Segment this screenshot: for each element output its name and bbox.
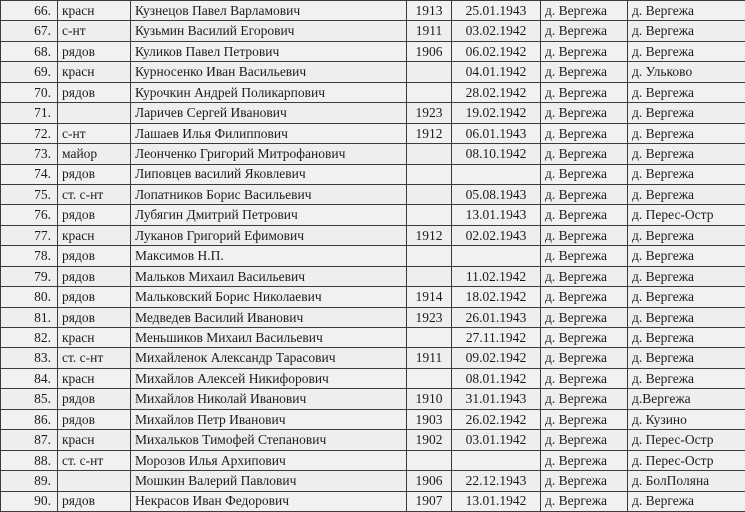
death-date-cell: 03.02.1942 bbox=[452, 21, 541, 41]
reburial-place-cell: д.Вергежа bbox=[628, 389, 745, 409]
name-cell: Ларичев Сергей Иванович bbox=[131, 103, 407, 123]
reburial-place-cell: д. Перес-Остр bbox=[628, 205, 745, 225]
reburial-place-cell: д. Вергежа bbox=[628, 103, 745, 123]
table-row bbox=[1, 164, 745, 184]
row-number: 88. bbox=[1, 450, 58, 470]
birth-year-cell bbox=[407, 205, 452, 225]
name-cell: Куликов Павел Петрович bbox=[131, 41, 407, 61]
rank-cell: ст. с-нт bbox=[58, 184, 131, 204]
name-cell: Михайлов Алексей Никифорович bbox=[131, 368, 407, 388]
row-number: 80. bbox=[1, 287, 58, 307]
burial-place-cell: д. Вергежа bbox=[541, 205, 628, 225]
death-date-cell: 06.02.1942 bbox=[452, 41, 541, 61]
row-number: 90. bbox=[1, 491, 58, 511]
burial-place-cell: д. Вергежа bbox=[541, 409, 628, 429]
table-row bbox=[1, 144, 745, 164]
reburial-place-cell: д. Вергежа bbox=[628, 348, 745, 368]
birth-year-cell: 1906 bbox=[407, 471, 452, 491]
row-number: 75. bbox=[1, 184, 58, 204]
birth-year-cell bbox=[407, 246, 452, 266]
birth-year-cell: 1906 bbox=[407, 41, 452, 61]
birth-year-cell: 1907 bbox=[407, 491, 452, 511]
row-number: 85. bbox=[1, 389, 58, 409]
burial-place-cell: д. Вергежа bbox=[541, 62, 628, 82]
birth-year-cell: 1911 bbox=[407, 348, 452, 368]
birth-year-cell: 1912 bbox=[407, 225, 452, 245]
death-date-cell: 06.01.1943 bbox=[452, 123, 541, 143]
birth-year-cell: 1911 bbox=[407, 21, 452, 41]
death-date-cell: 22.12.1943 bbox=[452, 471, 541, 491]
burial-place-cell: д. Вергежа bbox=[541, 1, 628, 21]
row-number: 70. bbox=[1, 82, 58, 102]
table-row bbox=[1, 184, 745, 204]
table-row bbox=[1, 287, 745, 307]
table-row bbox=[1, 491, 745, 511]
burial-place-cell: д. Вергежа bbox=[541, 41, 628, 61]
death-date-cell: 09.02.1942 bbox=[452, 348, 541, 368]
death-date-cell bbox=[452, 450, 541, 470]
burial-place-cell: д. Вергежа bbox=[541, 450, 628, 470]
row-number: 81. bbox=[1, 307, 58, 327]
death-date-cell: 19.02.1942 bbox=[452, 103, 541, 123]
rank-cell: рядов bbox=[58, 266, 131, 286]
reburial-place-cell: д. Вергежа bbox=[628, 491, 745, 511]
death-date-cell: 03.01.1942 bbox=[452, 430, 541, 450]
reburial-place-cell: д. Вергежа bbox=[628, 1, 745, 21]
row-number: 69. bbox=[1, 62, 58, 82]
row-number: 78. bbox=[1, 246, 58, 266]
birth-year-cell: 1902 bbox=[407, 430, 452, 450]
table-row bbox=[1, 103, 745, 123]
row-number: 79. bbox=[1, 266, 58, 286]
burial-place-cell: д. Вергежа bbox=[541, 225, 628, 245]
name-cell: Медведев Василий Иванович bbox=[131, 307, 407, 327]
table-row bbox=[1, 328, 745, 348]
reburial-place-cell: д. БолПоляна bbox=[628, 471, 745, 491]
row-number: 87. bbox=[1, 430, 58, 450]
row-number: 73. bbox=[1, 144, 58, 164]
burial-place-cell: д. Вергежа bbox=[541, 307, 628, 327]
name-cell: Курочкин Андрей Поликарпович bbox=[131, 82, 407, 102]
reburial-place-cell: д. Вергежа bbox=[628, 82, 745, 102]
burial-place-cell: д. Вергежа bbox=[541, 348, 628, 368]
name-cell: Мальковский Борис Николаевич bbox=[131, 287, 407, 307]
reburial-place-cell: д. Вергежа bbox=[628, 41, 745, 61]
burial-place-cell: д. Вергежа bbox=[541, 123, 628, 143]
rank-cell bbox=[58, 103, 131, 123]
birth-year-cell: 1914 bbox=[407, 287, 452, 307]
rank-cell: с-нт bbox=[58, 123, 131, 143]
reburial-place-cell: д. Вергежа bbox=[628, 225, 745, 245]
table-row bbox=[1, 471, 745, 491]
table-row bbox=[1, 450, 745, 470]
birth-year-cell bbox=[407, 82, 452, 102]
death-date-cell: 13.01.1943 bbox=[452, 205, 541, 225]
birth-year-cell: 1912 bbox=[407, 123, 452, 143]
name-cell: Мошкин Валерий Павлович bbox=[131, 471, 407, 491]
name-cell: Кузьмин Василий Егорович bbox=[131, 21, 407, 41]
rank-cell: ст. с-нт bbox=[58, 450, 131, 470]
burial-place-cell: д. Вергежа bbox=[541, 21, 628, 41]
birth-year-cell: 1923 bbox=[407, 307, 452, 327]
burial-place-cell: д. Вергежа bbox=[541, 103, 628, 123]
rank-cell: ст. с-нт bbox=[58, 348, 131, 368]
burial-place-cell: д. Вергежа bbox=[541, 184, 628, 204]
name-cell: Михайленок Александр Тарасович bbox=[131, 348, 407, 368]
name-cell: Некрасов Иван Федорович bbox=[131, 491, 407, 511]
rank-cell: рядов bbox=[58, 307, 131, 327]
rank-cell: красн bbox=[58, 430, 131, 450]
burial-place-cell: д. Вергежа bbox=[541, 266, 628, 286]
burial-place-cell: д. Вергежа bbox=[541, 389, 628, 409]
reburial-place-cell: д. Вергежа bbox=[628, 184, 745, 204]
reburial-place-cell: д. Вергежа bbox=[628, 144, 745, 164]
table-row bbox=[1, 409, 745, 429]
row-number: 68. bbox=[1, 41, 58, 61]
rank-cell: с-нт bbox=[58, 21, 131, 41]
row-number: 76. bbox=[1, 205, 58, 225]
rank-cell: красн bbox=[58, 225, 131, 245]
name-cell: Максимов Н.П. bbox=[131, 246, 407, 266]
burial-place-cell: д. Вергежа bbox=[541, 246, 628, 266]
death-date-cell: 08.01.1942 bbox=[452, 368, 541, 388]
name-cell: Леонченко Григорий Митрофанович bbox=[131, 144, 407, 164]
rank-cell: рядов bbox=[58, 246, 131, 266]
burial-place-cell: д. Вергежа bbox=[541, 471, 628, 491]
burial-place-cell: д. Вергежа bbox=[541, 368, 628, 388]
death-date-cell: 02.02.1943 bbox=[452, 225, 541, 245]
row-number: 74. bbox=[1, 164, 58, 184]
rank-cell: рядов bbox=[58, 491, 131, 511]
rank-cell: красн bbox=[58, 1, 131, 21]
table-body bbox=[1, 1, 745, 512]
table-row bbox=[1, 307, 745, 327]
birth-year-cell: 1923 bbox=[407, 103, 452, 123]
reburial-place-cell: д. Вергежа bbox=[628, 307, 745, 327]
birth-year-cell: 1913 bbox=[407, 1, 452, 21]
death-date-cell: 11.02.1942 bbox=[452, 266, 541, 286]
birth-year-cell bbox=[407, 164, 452, 184]
table-row bbox=[1, 430, 745, 450]
rank-cell: красн bbox=[58, 62, 131, 82]
birth-year-cell bbox=[407, 62, 452, 82]
burial-place-cell: д. Вергежа bbox=[541, 287, 628, 307]
death-date-cell: 04.01.1942 bbox=[452, 62, 541, 82]
death-date-cell: 25.01.1943 bbox=[452, 1, 541, 21]
death-date-cell: 27.11.1942 bbox=[452, 328, 541, 348]
death-date-cell: 05.08.1943 bbox=[452, 184, 541, 204]
rank-cell: рядов bbox=[58, 164, 131, 184]
name-cell: Михайлов Петр Иванович bbox=[131, 409, 407, 429]
burial-place-cell: д. Вергежа bbox=[541, 491, 628, 511]
rank-cell: красн bbox=[58, 368, 131, 388]
reburial-place-cell: д. Вергежа bbox=[628, 123, 745, 143]
name-cell: Лубягин Дмитрий Петрович bbox=[131, 205, 407, 225]
row-number: 67. bbox=[1, 21, 58, 41]
reburial-place-cell: д. Вергежа bbox=[628, 368, 745, 388]
reburial-place-cell: д. Вергежа bbox=[628, 328, 745, 348]
death-date-cell: 08.10.1942 bbox=[452, 144, 541, 164]
rank-cell: рядов bbox=[58, 389, 131, 409]
name-cell: Липовцев василий Яковлевич bbox=[131, 164, 407, 184]
row-number: 83. bbox=[1, 348, 58, 368]
row-number: 82. bbox=[1, 328, 58, 348]
rank-cell: рядов bbox=[58, 287, 131, 307]
death-date-cell: 31.01.1943 bbox=[452, 389, 541, 409]
birth-year-cell bbox=[407, 450, 452, 470]
reburial-place-cell: д. Вергежа bbox=[628, 21, 745, 41]
table-row bbox=[1, 82, 745, 102]
table-row bbox=[1, 225, 745, 245]
name-cell: Михальков Тимофей Степанович bbox=[131, 430, 407, 450]
death-date-cell: 18.02.1942 bbox=[452, 287, 541, 307]
rank-cell bbox=[58, 471, 131, 491]
birth-year-cell: 1910 bbox=[407, 389, 452, 409]
burial-place-cell: д. Вергежа bbox=[541, 144, 628, 164]
name-cell: Луканов Григорий Ефимович bbox=[131, 225, 407, 245]
row-number: 84. bbox=[1, 368, 58, 388]
death-date-cell bbox=[452, 246, 541, 266]
table-row bbox=[1, 266, 745, 286]
table-row bbox=[1, 389, 745, 409]
name-cell: Курносенко Иван Васильевич bbox=[131, 62, 407, 82]
name-cell: Морозов Илья Архипович bbox=[131, 450, 407, 470]
name-cell: Кузнецов Павел Варламович bbox=[131, 1, 407, 21]
death-date-cell: 13.01.1942 bbox=[452, 491, 541, 511]
row-number: 77. bbox=[1, 225, 58, 245]
death-date-cell: 26.01.1943 bbox=[452, 307, 541, 327]
row-number: 89. bbox=[1, 471, 58, 491]
reburial-place-cell: д. Ульково bbox=[628, 62, 745, 82]
row-number: 72. bbox=[1, 123, 58, 143]
row-number: 66. bbox=[1, 1, 58, 21]
rank-cell: рядов bbox=[58, 41, 131, 61]
name-cell: Лопатников Борис Васильевич bbox=[131, 184, 407, 204]
birth-year-cell: 1903 bbox=[407, 409, 452, 429]
burial-place-cell: д. Вергежа bbox=[541, 164, 628, 184]
reburial-place-cell: д. Вергежа bbox=[628, 266, 745, 286]
table-row bbox=[1, 348, 745, 368]
table-row bbox=[1, 1, 745, 21]
reburial-place-cell: д. Кузино bbox=[628, 409, 745, 429]
name-cell: Лашаев Илья Филиппович bbox=[131, 123, 407, 143]
rank-cell: майор bbox=[58, 144, 131, 164]
name-cell: Михайлов Николай Иванович bbox=[131, 389, 407, 409]
burial-place-cell: д. Вергежа bbox=[541, 430, 628, 450]
birth-year-cell bbox=[407, 144, 452, 164]
table-row bbox=[1, 62, 745, 82]
reburial-place-cell: д. Перес-Остр bbox=[628, 450, 745, 470]
reburial-place-cell: д. Перес-Остр bbox=[628, 430, 745, 450]
rank-cell: рядов bbox=[58, 205, 131, 225]
burial-place-cell: д. Вергежа bbox=[541, 328, 628, 348]
table-row bbox=[1, 123, 745, 143]
row-number: 71. bbox=[1, 103, 58, 123]
death-date-cell: 26.02.1942 bbox=[452, 409, 541, 429]
burial-place-cell: д. Вергежа bbox=[541, 82, 628, 102]
name-cell: Меньшиков Михаил Васильевич bbox=[131, 328, 407, 348]
table-row bbox=[1, 21, 745, 41]
birth-year-cell bbox=[407, 266, 452, 286]
reburial-place-cell: д. Вергежа bbox=[628, 164, 745, 184]
death-date-cell: 28.02.1942 bbox=[452, 82, 541, 102]
reburial-place-cell: д. Вергежа bbox=[628, 246, 745, 266]
rank-cell: рядов bbox=[58, 409, 131, 429]
table-row bbox=[1, 205, 745, 225]
table-row bbox=[1, 368, 745, 388]
birth-year-cell bbox=[407, 328, 452, 348]
table-row bbox=[1, 246, 745, 266]
birth-year-cell bbox=[407, 184, 452, 204]
rank-cell: рядов bbox=[58, 82, 131, 102]
rank-cell: красн bbox=[58, 328, 131, 348]
death-date-cell bbox=[452, 164, 541, 184]
table-row bbox=[1, 41, 745, 61]
reburial-place-cell: д. Вергежа bbox=[628, 287, 745, 307]
row-number: 86. bbox=[1, 409, 58, 429]
birth-year-cell bbox=[407, 368, 452, 388]
name-cell: Мальков Михаил Васильевич bbox=[131, 266, 407, 286]
